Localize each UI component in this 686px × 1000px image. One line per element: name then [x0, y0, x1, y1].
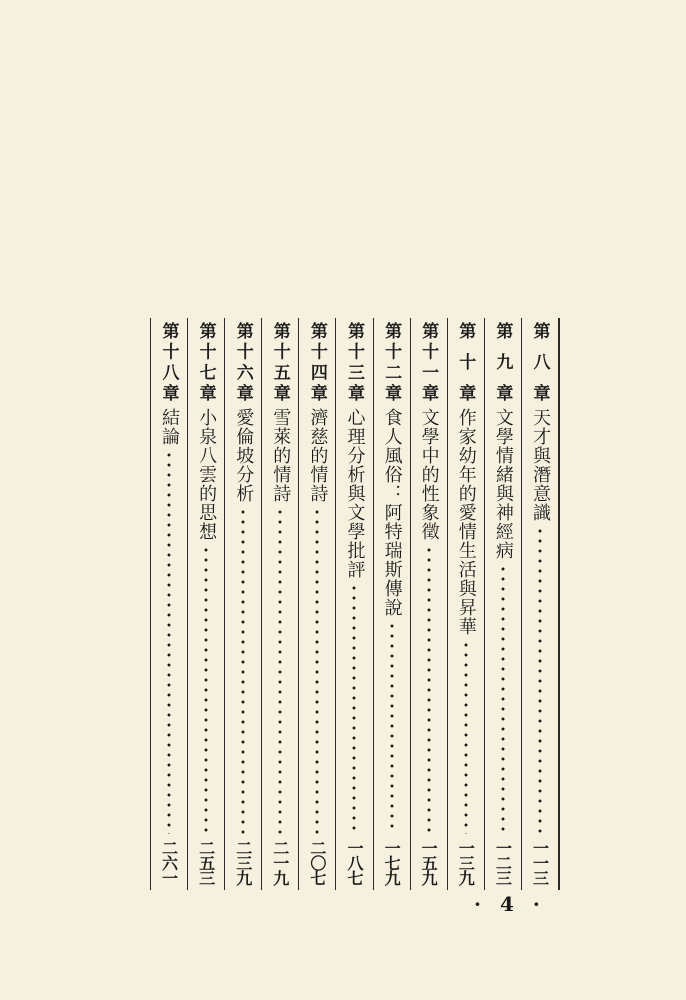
toc-entry-14[interactable] — [299, 318, 336, 890]
page-ref: 一五九 — [419, 839, 439, 885]
toc-entry-16[interactable] — [225, 318, 262, 890]
toc-entry-11[interactable] — [411, 318, 448, 890]
chapter-title: 心理分析與文學批評 — [344, 408, 366, 579]
dot-leader — [538, 526, 542, 834]
page-ref: 二〇七 — [307, 839, 327, 885]
chapter-number: 第九章 — [492, 322, 513, 402]
chapter-number: 第十五章 — [269, 322, 290, 402]
chapter-number: 第十六章 — [232, 322, 253, 402]
toc-entry-9[interactable] — [485, 318, 522, 890]
chapter-number: 第十一章 — [418, 322, 439, 402]
chapter-title: 食人風俗：阿特瑞斯傳說 — [381, 408, 403, 617]
toc-entry-15[interactable] — [262, 318, 299, 890]
chapter-number: 第十四章 — [306, 322, 327, 402]
dot-leader — [427, 545, 431, 834]
chapter-title: 文學中的性象徵 — [418, 408, 440, 541]
toc-entry-18[interactable] — [150, 318, 188, 890]
page-number: · 4 · — [474, 892, 546, 916]
page-ref: 二一九 — [270, 839, 290, 885]
page-ref: 一二三 — [493, 839, 513, 885]
chapter-title: 結論 — [159, 408, 181, 446]
chapter-number: 第十七章 — [195, 322, 216, 402]
page-ref: 二五三 — [196, 839, 216, 885]
chapter-title: 作家幼年的愛情生活與昇華 — [455, 408, 477, 636]
toc-entry-8[interactable] — [522, 318, 560, 890]
page-ref: 一七九 — [382, 839, 402, 885]
chapter-number: 第十三章 — [343, 322, 364, 402]
chapter-number: 第十二章 — [381, 322, 402, 402]
chapter-title: 小泉八雲的思想 — [196, 408, 218, 541]
dot-leader — [204, 545, 208, 834]
dot-leader — [167, 450, 171, 834]
chapter-number: 第十八章 — [158, 322, 179, 402]
chapter-title: 濟慈的情詩 — [307, 408, 329, 503]
chapter-title: 天才與潛意識 — [529, 408, 551, 522]
dot-leader — [241, 507, 245, 834]
dot-leader — [464, 640, 468, 834]
toc-entry-13[interactable] — [336, 318, 373, 890]
chapter-number: 第十章 — [455, 322, 476, 402]
chapter-title: 愛倫坡分析 — [233, 408, 255, 503]
page-ref: 一八七 — [344, 839, 364, 885]
toc-entry-10[interactable] — [448, 318, 485, 890]
chapter-number: 第八章 — [529, 322, 550, 402]
toc-entry-17[interactable] — [188, 318, 225, 890]
dot-leader — [501, 564, 505, 834]
chapter-title: 雪萊的情詩 — [270, 408, 292, 503]
page-ref: 二六一 — [159, 839, 179, 885]
dot-leader — [352, 583, 356, 834]
toc-entry-12[interactable] — [374, 318, 411, 890]
page-ref: 一三九 — [456, 839, 476, 885]
dot-leader — [315, 507, 319, 834]
dot-leader — [278, 507, 282, 834]
chapter-title: 文學情緒與神經病 — [492, 408, 514, 560]
dot-leader — [390, 621, 394, 834]
table-of-contents — [150, 318, 560, 890]
page-number-value: 4 — [499, 892, 520, 916]
page-ref: 二三九 — [233, 839, 253, 885]
page-ref: 一一三 — [530, 839, 550, 885]
